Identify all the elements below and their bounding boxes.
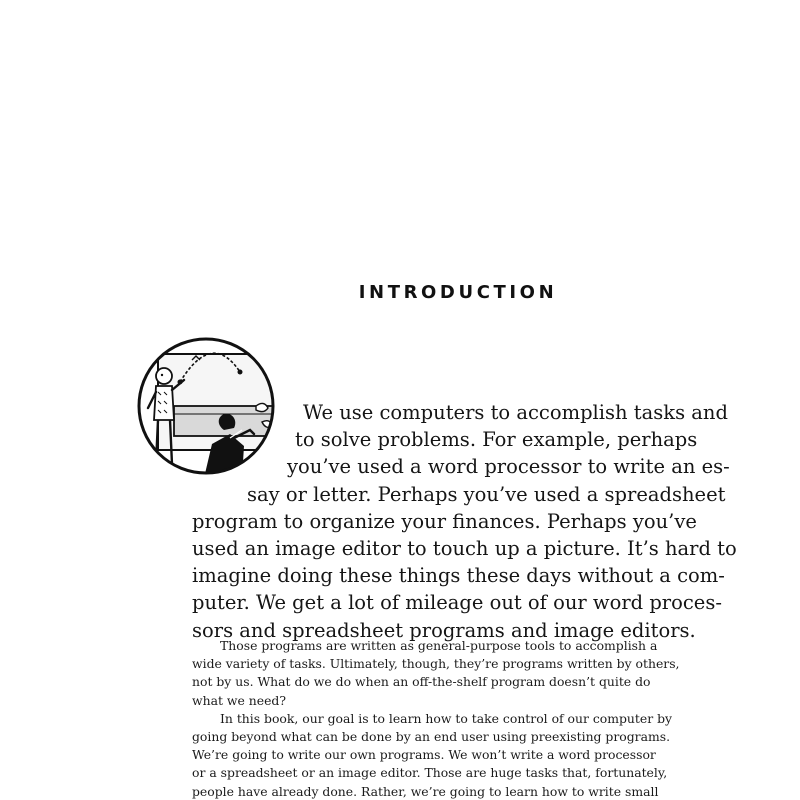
lead-line: sors and spreadsheet programs and image editors. <box>192 618 696 642</box>
body-line: people have already done. Rather, we’re going to learn how to write small <box>192 783 659 799</box>
lead-line: you’ve used a word processor to write an es- <box>287 455 730 479</box>
lead-paragraph <box>192 399 737 644</box>
body-line: Those programs are written as general-purpose tools to accomplish a <box>220 638 658 653</box>
body-line: or a spreadsheet or an image editor. Those are huge tasks that, fortunately, <box>192 765 668 781</box>
body-line: In this book, our goal is to learn how to take control of our computer by <box>220 710 673 726</box>
lead-line: say or letter. Perhaps you’ve used a spreadsheet <box>247 482 726 506</box>
body-line: We’re going to write our own programs. We won’t write a word processor <box>192 747 656 763</box>
lead-line: imagine doing these things these days without a com- <box>192 564 725 588</box>
lead-line: used an image editor to touch up a picture. It’s hard to <box>192 537 737 561</box>
chapter-title: INTRODUCTION <box>358 282 558 303</box>
body-text <box>192 637 732 800</box>
body-line: going beyond what can be done by an end user using preexisting programs. <box>192 729 671 745</box>
lead-line: program to organize your finances. Perhaps you’ve <box>192 509 697 533</box>
lead-line: to solve problems. For example, perhaps <box>295 428 698 452</box>
body-line: not by us. What do we do when an off-the-shelf program doesn’t quite do <box>192 674 651 690</box>
lead-line: We use computers to accomplish tasks and <box>303 401 728 424</box>
lead-line: puter. We get a lot of mileage out of our word proces- <box>192 591 722 615</box>
body-line: what we need? <box>192 692 286 708</box>
body-line: wide variety of tasks. Ultimately, though, they’re programs written by others, <box>192 656 680 672</box>
